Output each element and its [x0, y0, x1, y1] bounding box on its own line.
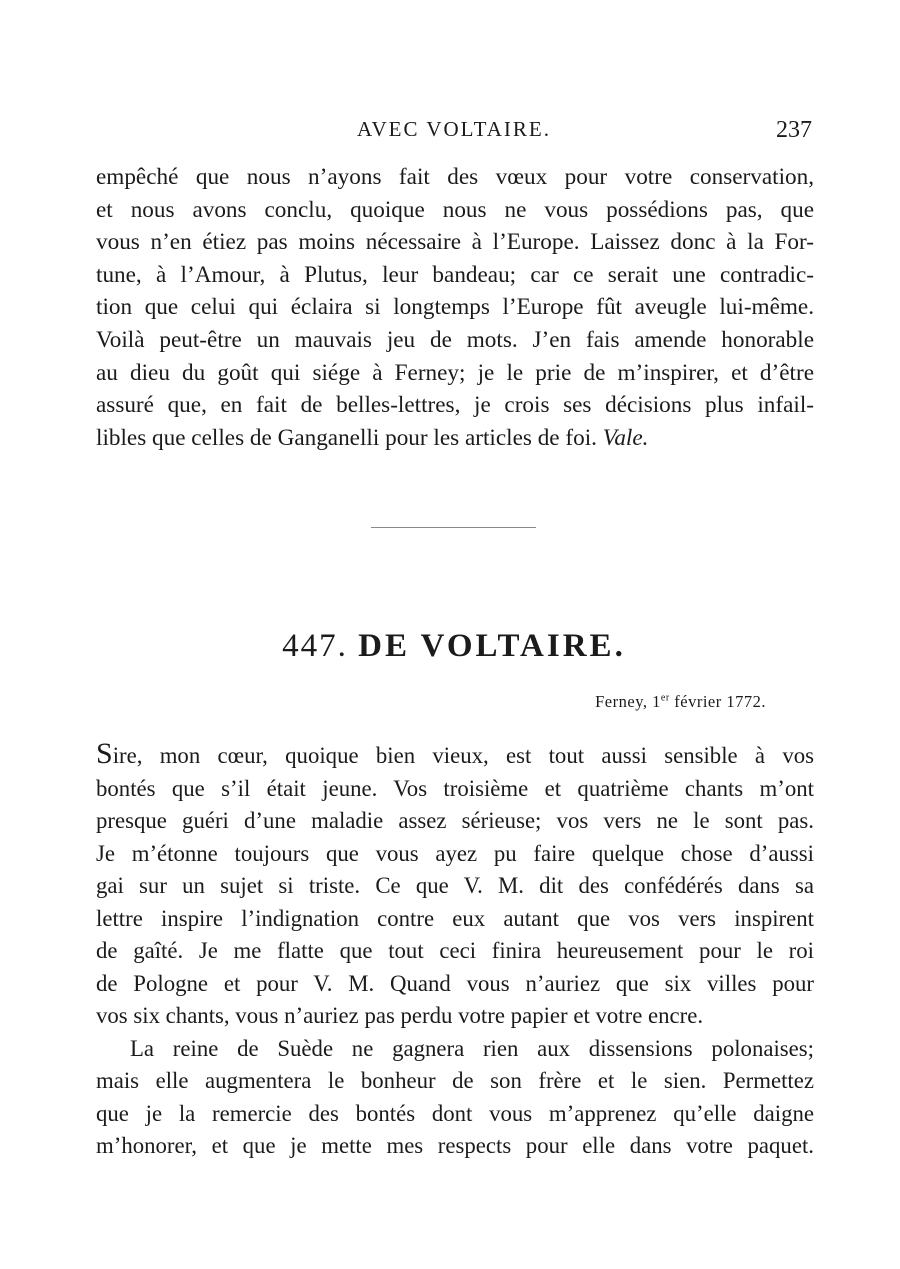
letter-author: DE VOLTAIRE.: [358, 628, 626, 664]
running-head: [96, 117, 812, 147]
text-line: m’honorer, et que je mette mes respects pour elle dans votre paquet.: [96, 1133, 814, 1158]
text-line: tion que celui qui éclaira si longtemps l’Europe fût aveugle lui-même.: [96, 294, 814, 321]
paragraph: [96, 738, 814, 1033]
text-line: Je m’étonne toujours que vous ayez pu faire quelque chose d’aussi: [96, 840, 814, 866]
text-line: lettre inspire l’indignation contre eux autant que vos vers inspirent: [96, 905, 814, 931]
letter-number: 447.: [282, 628, 348, 664]
text-line: presque guéri d’une maladie assez sérieuse; vos vers ne le sont pas.: [96, 808, 814, 833]
letter-body: [96, 738, 814, 1163]
dateline-superscript: er: [660, 692, 670, 704]
text-line: assuré que, en fait de belles-lettres, je crois ses décisions plus infail-: [96, 392, 814, 419]
text-line: tune, à l’Amour, à Plutus, leur bandeau; car ce serait une contradic-: [96, 261, 814, 288]
text-line: que je la remercie des bontés dont vous m’apprenez qu’elle daigne: [96, 1100, 814, 1126]
initial-letter: S: [96, 737, 113, 770]
text-line: Voilà peut-être un mauvais jeu de mots. J’en fais amende honorable: [96, 326, 814, 353]
text-line: gai sur un sujet si triste. Ce que V. M. dit des confédérés dans sa: [96, 873, 814, 898]
text-line: bontés que s’il était jeune. Vos troisième et quatrième chants m’ont: [96, 775, 814, 801]
running-title: AVEC VOLTAIRE.: [357, 117, 551, 141]
dateline-place: Ferney, 1: [595, 692, 661, 711]
text-line-content: ire, mon cœur, quoique bien vieux, est tout aussi sensible à vos: [112, 743, 814, 768]
italic-closing-word: Vale.: [602, 424, 649, 451]
text-line-content: libles que celles de Ganganelli pour les articles de foi.: [96, 424, 597, 451]
letter-heading: [96, 628, 812, 665]
continued-letter-text: [96, 161, 814, 454]
text-line: mais elle augmentera le bonheur de son frère et le sien. Permettez: [96, 1068, 814, 1093]
dateline: [595, 692, 766, 712]
dateline-date: février 1772.: [674, 692, 766, 711]
text-line-first: [96, 738, 814, 773]
section-divider: [371, 527, 536, 528]
text-line: de gaîté. Je me flatte que tout ceci finira heureusement pour le roi: [96, 938, 814, 963]
text-line-last: vos six chants, vous n’auriez pas perdu votre papier et votre encre.: [96, 1003, 704, 1028]
text-line: empêché que nous n’ayons fait des vœux pour votre conservation,: [96, 164, 814, 190]
page-number: 237: [776, 117, 812, 143]
text-line: vous n’en étiez pas moins nécessaire à l’Europe. Laissez donc à la For-: [96, 229, 814, 256]
text-line-indented: La reine de Suède ne gagnera rien aux dissensions polonaises;: [130, 1035, 814, 1061]
paragraph: [96, 161, 814, 454]
text-line: et nous avons conclu, quoique nous ne vous possédions pas, que: [96, 196, 814, 223]
text-line: au dieu du goût qui siége à Ferney; je le prie de m’inspirer, et d’être: [96, 359, 814, 386]
text-line-last: [96, 422, 814, 455]
paragraph: [96, 1033, 814, 1163]
text-line: de Pologne et pour V. M. Quand vous n’auriez que six villes pour: [96, 970, 814, 996]
